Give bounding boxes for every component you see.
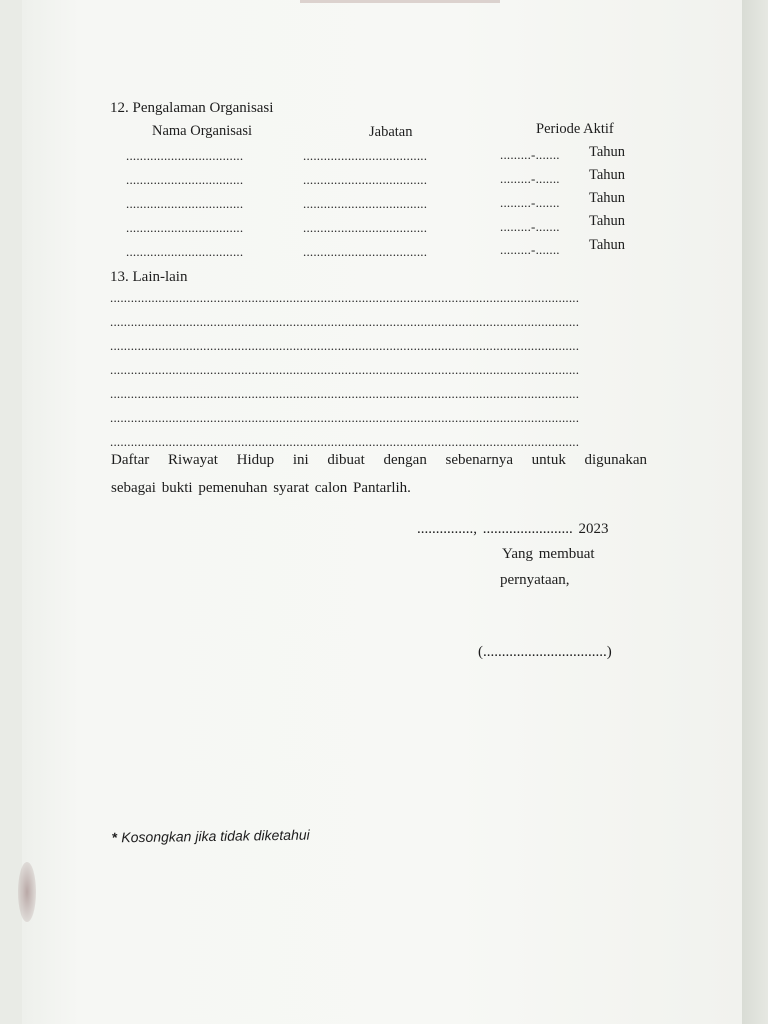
notes-line: ........................................................................................................................................ [110,338,580,353]
period-blank: .........-....... [500,219,560,234]
notes-line: ........................................................................................................................................ [110,410,580,425]
organization-name-blank: .................................. [126,196,244,211]
smudge [18,862,36,922]
notes-line: ........................................................................................................................................ [110,314,580,329]
position-blank: .................................... [303,196,428,211]
top-mark [300,0,500,3]
statement-line-2: sebagai bukti pemenuhan syarat calon Pantarlih. [111,480,411,496]
place-date-line: ..............., ........................ 2023 [417,521,609,537]
statement-line-1: Daftar Riwayat Hidup ini dibuat dengan sebenarnya untuk digunakan [111,452,647,468]
asterisk: * [111,829,118,846]
footnote-text: Kosongkan jika tidak diketahui [121,826,310,846]
organization-name-blank: .................................. [126,172,244,187]
period-unit: Tahun [589,167,626,183]
signatory-label-2: pernyataan, [500,572,570,588]
period-blank: .........-....... [500,147,560,162]
section-12-title: 12. Pengalaman Organisasi [110,100,274,116]
section-13-title: 13. Lain-lain [110,269,188,285]
notes-line: ........................................................................................................................................ [110,290,580,305]
period-unit: Tahun [589,237,626,253]
notes-line: ........................................................................................................................................ [110,386,580,401]
position-blank: .................................... [303,148,428,163]
position-blank: .................................... [303,172,428,187]
column-header-position: Jabatan [369,124,413,140]
signature-name-blank: (.................................) [478,644,612,660]
period-blank: .........-....... [500,171,560,186]
footnote [112,827,310,846]
signatory-label: Yang membuat [502,546,595,562]
period-blank: .........-....... [500,242,560,257]
organization-name-blank: .................................. [126,148,244,163]
position-blank: .................................... [303,220,428,235]
page-edge [742,0,768,1024]
notes-line: ........................................................................................................................................ [110,434,580,449]
period-unit: Tahun [589,190,626,206]
position-blank: .................................... [303,244,428,259]
period-unit: Tahun [589,213,626,229]
organization-name-blank: .................................. [126,220,244,235]
column-header-period: Periode Aktif [536,121,614,137]
column-header-organization: Nama Organisasi [152,123,252,139]
period-unit: Tahun [589,144,626,160]
period-blank: .........-....... [500,195,560,210]
notes-line: ........................................................................................................................................ [110,362,580,377]
organization-name-blank: .................................. [126,244,244,259]
